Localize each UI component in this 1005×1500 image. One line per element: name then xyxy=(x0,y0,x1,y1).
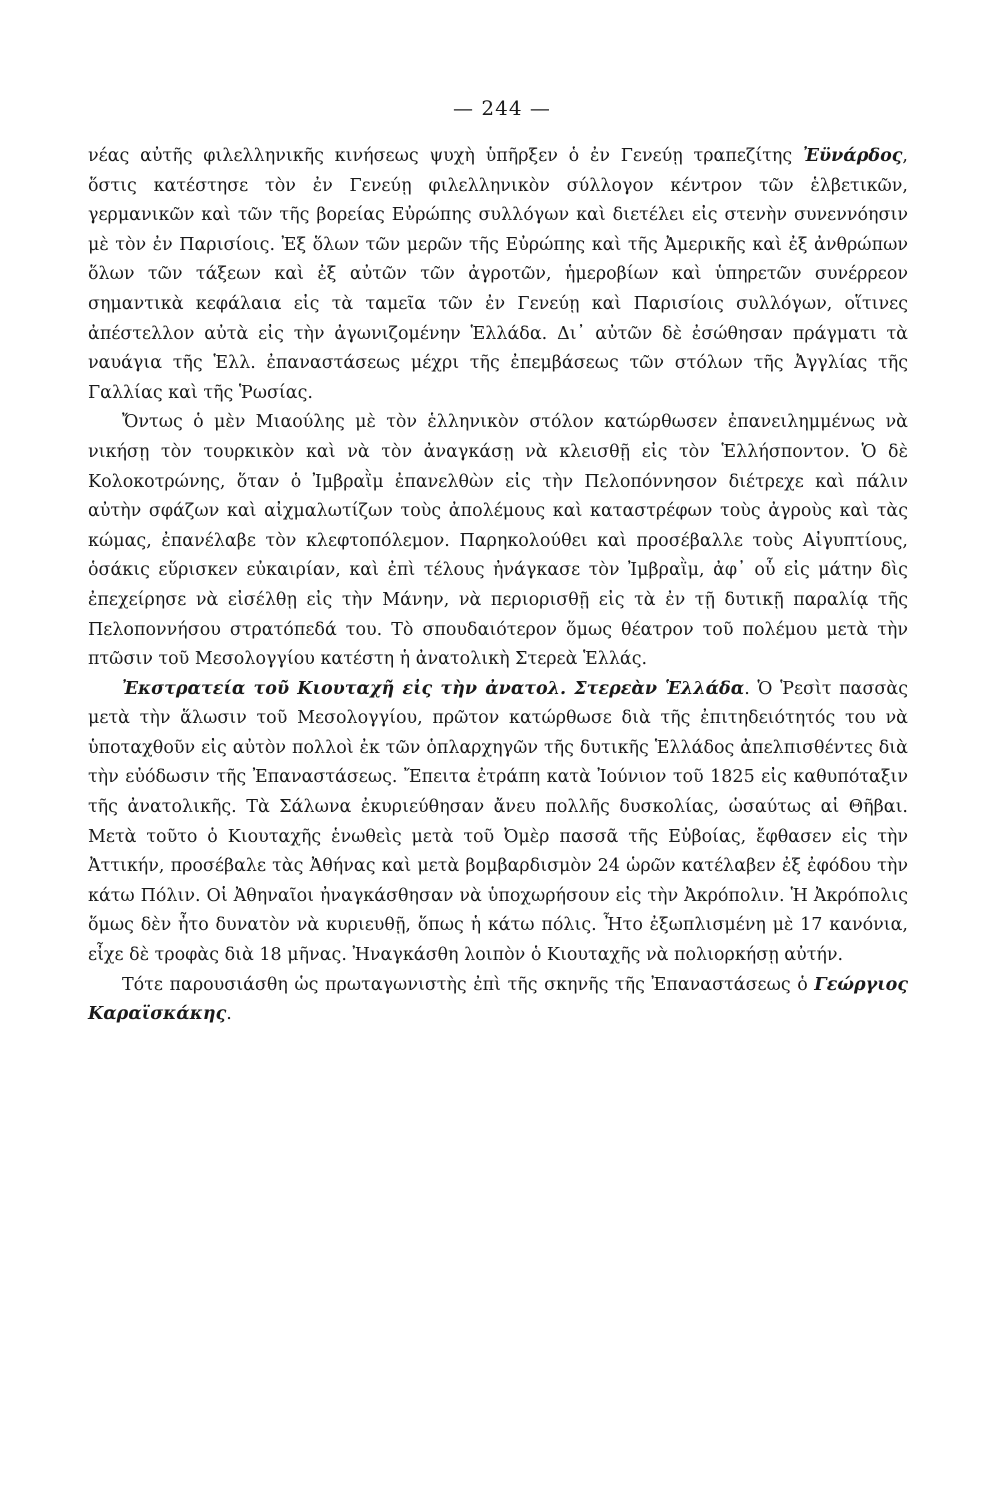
paragraph xyxy=(88,675,908,971)
text-run: . xyxy=(226,1004,232,1025)
text-run: Ὄντως ὁ μὲν Μιαούλης μὲ τὸν ἑλληνικὸν στόλον κατώρθωσεν ἐπανειλημμένως νὰ νικήσῃ τὸν τουρκικὸν καὶ νὰ τὸν ἀναγκάσῃ νὰ κλεισθῇ εἰς τὸν Ἑλλήσποντον. Ὁ δὲ Κολοκοτρώνης, ὅταν ὁ Ἰμβραῒμ ἐπανελθὼν εἰς τὴν Πελοπόννησον διέτρεχε καὶ πάλιν αὐτὴν σφάζων καὶ αἰχμαλωτίζων τοὺς ἀπολέμους καὶ καταστρέφων τοὺς ἀγροὺς καὶ τὰς κώμας, ἐπανέλαβε τὸν κλεφτοπόλεμον. Παρηκολούθει καὶ προσέβαλλε τοὺς Αἰγυπτίους, ὁσάκις εὕρισκεν εὐκαιρίαν, καὶ ἐπὶ τέλους ἠνάγκασε τὸν Ἰμβραῒμ, ἀφ᾽ οὗ εἰς μάτην δὶς ἐπεχείρησε νὰ εἰσέλθῃ εἰς τὴν Μάνην, νὰ περιορισθῇ εἰς τὰ ἐν τῇ δυτικῇ παραλίᾳ τῆς Πελοποννήσου στρατόπεδά του. Τὸ σπουδαιότερον ὅμως θέατρον τοῦ πολέμου μετὰ τὴν πτῶσιν τοῦ Μεσολογγίου κατέστη ἡ ἀνατολικὴ Στερεὰ Ἑλλάς. xyxy=(88,412,908,670)
text-run: νέας αὐτῆς φιλελληνικῆς κινήσεως ψυχὴ ὑπῆρξεν ὁ ἐν Γενεύῃ τραπεζίτης xyxy=(88,146,803,166)
paragraph xyxy=(88,142,908,408)
book-page xyxy=(88,96,908,1030)
section-heading: Ἐκστρατεία τοῦ Κιουταχῆ εἰς τὴν ἀνατολ. Στερεὰν Ἑλλάδα xyxy=(122,678,745,699)
text-run: Τότε παρουσιάσθη ὡς πρωταγωνιστὴς ἐπὶ τῆς σκηνῆς τῆς Ἐπαναστάσεως ὁ xyxy=(122,974,815,995)
paragraph xyxy=(88,408,908,674)
text-run: . Ὁ Ῥεσὶτ πασσὰς μετὰ τὴν ἅλωσιν τοῦ Μεσολογγίου, πρῶτον κατώρθωσε διὰ τῆς ἐπιτηδειότητός του νὰ ὑποταχθοῦν εἰς αὐτὸν πολλοὶ ἐκ τῶν ὁπλαρχηγῶν τῆς δυτικῆς Ἑλλάδος ἀπελπισθέντες διὰ τὴν εὐόδωσιν τῆς Ἐπαναστάσεως. Ἔπειτα ἐτράπη κατὰ Ἰούνιον τοῦ 1825 εἰς καθυπόταξιν τῆς ἀνατολικῆς. Τὰ Σάλωνα ἐκυριεύθησαν ἄνευ πολλῆς δυσκολίας, ὡσαύτως αἱ Θῆβαι. Μετὰ τοῦτο ὁ Κιουταχῆς ἑνωθεὶς μετὰ τοῦ Ὀμὲρ πασσᾶ τῆς Εὐβοίας, ἔφθασεν εἰς τὴν Ἀττικήν, προσέβαλε τὰς Ἀθήνας καὶ μετὰ βομβαρδισμὸν 24 ὡρῶν κατέλαβεν ἐξ ἐφόδου τὴν κάτω Πόλιν. Οἱ Ἀθηναῖοι ἠναγκάσθησαν νὰ ὑποχωρήσουν εἰς τὴν Ἀκρόπολιν. Ἡ Ἀκρόπολις ὅμως δὲν ἦτο δυνατὸν νὰ κυριευθῇ, ὅπως ἡ κάτω πόλις. Ἦτο ἐξωπλισμένη μὲ 17 κανόνια, εἶχε δὲ τροφὰς διὰ 18 μῆνας. Ἠναγκάσθη λοιπὸν ὁ Κιουταχῆς νὰ πολιορκήσῃ αὐτήν. xyxy=(88,678,908,966)
text-run: , ὅστις κατέστησε τὸν ἐν Γενεύῃ φιλελληνικὸν σύλλογον κέντρον τῶν ἑλβετικῶν, γερμανικῶν καὶ τῶν τῆς βορείας Εὐρώπης συλλόγων καὶ διετέλει εἰς στενὴν συνεννόησιν μὲ τὸν ἐν Παρισίοις. Ἐξ ὅλων τῶν μερῶν τῆς Εὐρώπης καὶ τῆς Ἀμερικῆς καὶ ἐξ ἀνθρώπων ὅλων τῶν τάξεων καὶ ἐξ αὐτῶν τῶν ἀγροτῶν, ἡμεροβίων καὶ ὑπηρετῶν συνέρρεον σημαντικὰ κεφάλαια εἰς τὰ ταμεῖα τῶν ἐν Γενεύῃ καὶ Παρισίοις συλλόγων, οἵτινες ἀπέστελλον αὐτὰ εἰς τὴν ἀγωνιζομένην Ἑλλάδα. Δι᾽ αὐτῶν δὲ ἐσώθησαν πράγματι τὰ ναυάγια τῆς Ἑλλ. ἐπαναστάσεως μέχρι τῆς ἐπεμβάσεως τῶν στόλων τῆς Ἀγγλίας τῆς Γαλλίας καὶ τῆς Ῥωσίας. xyxy=(88,146,908,403)
emphasis-name: Γεώργιος Καραϊσκάκης xyxy=(88,974,908,1025)
page-number: — 244 — xyxy=(453,96,551,120)
body-text xyxy=(88,142,908,1030)
paragraph xyxy=(88,971,908,1030)
emphasis-name: Ἐϋνάρδος xyxy=(802,146,903,166)
